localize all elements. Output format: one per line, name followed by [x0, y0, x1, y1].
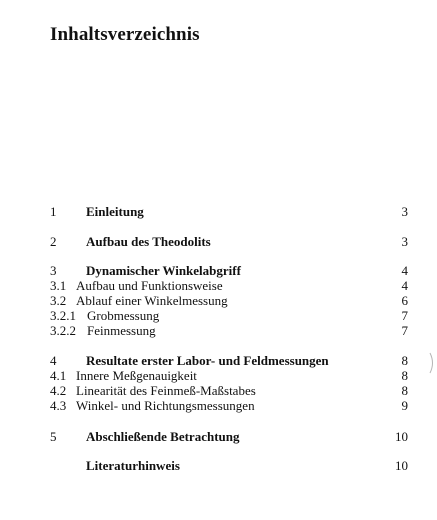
toc-entry-3-1[interactable]: [50, 278, 408, 294]
toc-entry-number: 4.2: [50, 383, 67, 398]
toc-entry-title: Einleitung: [86, 204, 144, 219]
toc-entry-4[interactable]: [50, 353, 408, 369]
toc-entry-page: 7: [401, 308, 408, 323]
toc-entry-title: Aufbau des Theodolits: [86, 234, 211, 249]
toc-entry-1[interactable]: [50, 204, 408, 220]
toc-entry-page: 4: [401, 278, 408, 293]
toc-entry-title: Feinmessung: [87, 323, 156, 338]
table-of-contents: [50, 0, 408, 520]
toc-entry-number: 3.1: [50, 278, 67, 293]
toc-entry-title: Innere Meßgenauigkeit: [76, 368, 197, 383]
page-title: Inhaltsverzeichnis: [50, 24, 200, 45]
toc-entry-number: 2: [50, 234, 57, 249]
toc-entry-number: 3.2.2: [50, 323, 76, 338]
toc-entry-title: Abschließende Betrachtung: [86, 429, 240, 444]
toc-entry-number: 4.3: [50, 398, 67, 413]
toc-entry-page: 7: [401, 323, 408, 338]
toc-entry-number: 3.2.1: [50, 308, 76, 323]
toc-entry-2[interactable]: [50, 234, 408, 250]
toc-entry-title: Dynamischer Winkelabgriff: [86, 263, 241, 278]
toc-entry-4-3[interactable]: [50, 398, 408, 414]
toc-entry-title: Literaturhinweis: [86, 458, 180, 473]
toc-entry-page: 4: [401, 263, 408, 278]
toc-entry-3-2[interactable]: [50, 293, 408, 309]
toc-entry-page: 10: [395, 429, 408, 444]
toc-entry-page: 8: [401, 368, 408, 383]
toc-entry-number: 4: [50, 353, 57, 368]
toc-entry-page: 10: [395, 458, 408, 473]
toc-entry-title: Grobmessung: [87, 308, 160, 323]
toc-entry-page: 8: [401, 383, 408, 398]
toc-entry-4-1[interactable]: [50, 368, 408, 384]
toc-entry-4-2[interactable]: [50, 383, 408, 399]
toc-entry-5[interactable]: [50, 429, 408, 445]
toc-entry-number: 3: [50, 263, 57, 278]
toc-entry-title: Resultate erster Labor- und Feldmessungen: [86, 353, 329, 368]
toc-entry-number: 4.1: [50, 368, 67, 383]
toc-entry-number: 1: [50, 204, 57, 219]
toc-entry-page: 6: [401, 293, 408, 308]
toc-entry-literatur[interactable]: [50, 458, 408, 474]
toc-entry-title: Linearität des Feinmeß-Maßstabes: [76, 383, 256, 398]
toc-entry-number: 3.2: [50, 293, 67, 308]
toc-entry-page: 8: [401, 353, 408, 368]
toc-entry-number: 5: [50, 429, 57, 444]
toc-entry-title: Winkel- und Richtungsmessungen: [76, 398, 255, 413]
toc-entry-page: 3: [401, 234, 408, 249]
toc-entry-3[interactable]: [50, 263, 408, 279]
toc-entry-3-2-2[interactable]: [50, 323, 408, 339]
margin-bracket-mark: [428, 352, 436, 374]
toc-entry-page: 3: [401, 204, 408, 219]
toc-entry-3-2-1[interactable]: [50, 308, 408, 324]
toc-entry-page: 9: [401, 398, 408, 413]
toc-entry-title: Ablauf einer Winkelmessung: [76, 293, 228, 308]
toc-entry-title: Aufbau und Funktionsweise: [76, 278, 223, 293]
